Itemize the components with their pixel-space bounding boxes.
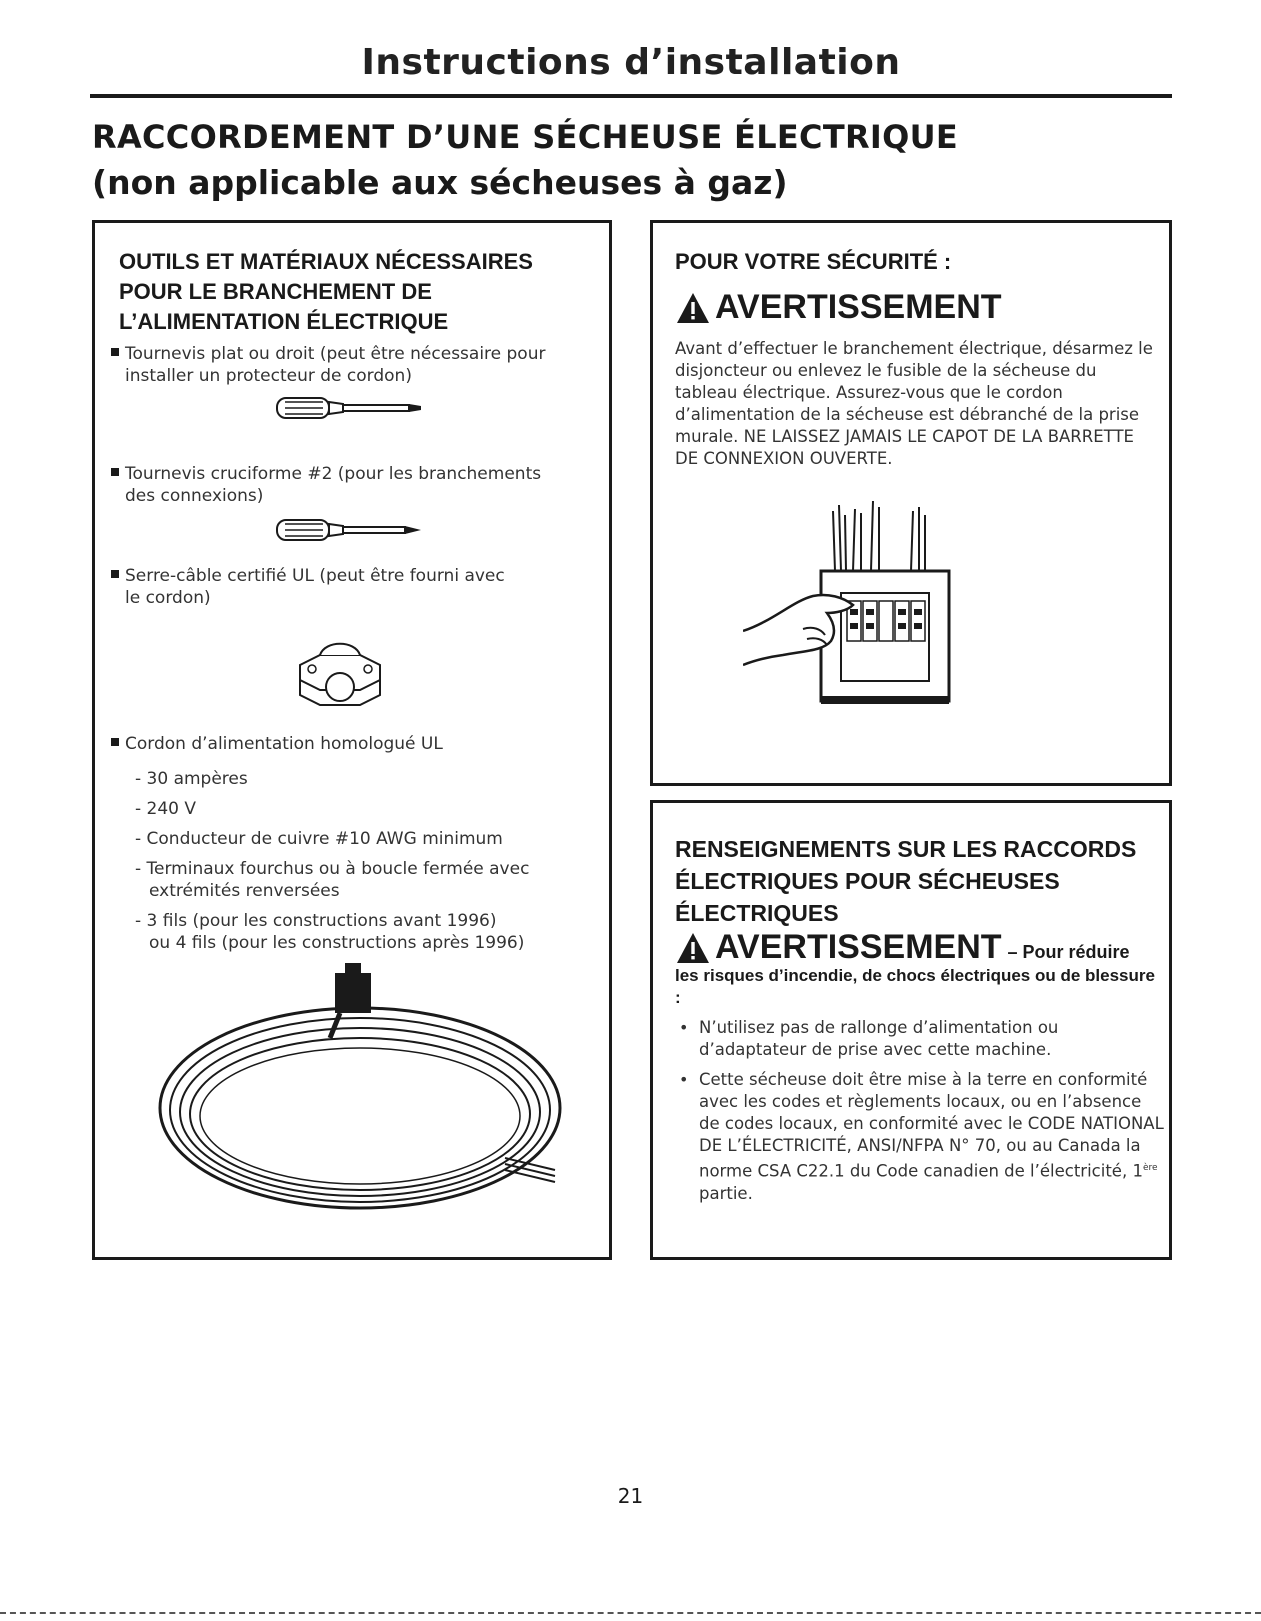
list-item-phillips-screwdriver: Tournevis cruciforme #2 (pour les branchements des connexions) bbox=[111, 463, 591, 507]
list-item: • Cette sécheuse doit être mise à la terre en conformité avec les codes et règlements locaux, ou en l’absence de codes locaux, en conformité avec le CODE NATIONAL DE L’ÉLECTRICITÉ, ANSI/NFPA N° 70, ou au Canada la norme CSA C22.1 du Code canadien de l’électricité, 1ère partie. bbox=[679, 1070, 1164, 1203]
list-item: • N’utilisez pas de rallonge d’alimentation ou d’adaptateur de prise avec cette machine. bbox=[679, 1018, 1059, 1059]
cord-spec-item: - 3 fils (pour les constructions avant 1996) ou 4 fils (pour les constructions après 1996) bbox=[135, 911, 525, 953]
safety-paragraph: Avant d’effectuer le branchement électrique, désarmez le disjoncteur ou enlevez le fusible de la sécheuse du tableau électrique. Assurez-vous que le cordon d’alimentation de la sécheuse est débranché de la prise murale. NE LAISSEZ JAMAIS LE CAPOT DE LA BARRETTE DE CONNEXION OUVERTE. bbox=[675, 339, 1153, 468]
safety-box-title: POUR VOTRE SÉCURITÉ : bbox=[675, 249, 952, 274]
main-title-line1: RACCORDEMENT D’UNE SÉCHEUSE ÉLECTRIQUE bbox=[92, 118, 959, 156]
warning-triangle-icon bbox=[675, 291, 711, 325]
square-bullet-icon bbox=[111, 468, 119, 476]
warning-triangle-icon bbox=[675, 931, 711, 965]
cord-spec-item: - Terminaux fourchus ou à boucle fermée avec extrémités renversées bbox=[135, 859, 530, 901]
safety-warning-heading: AVERTISSEMENT bbox=[675, 288, 1002, 327]
list-item-strain-relief: Serre-câble certifié UL (peut être fourni avec le cordon) bbox=[111, 565, 591, 609]
bottom-dashed-rule bbox=[0, 1612, 1261, 1614]
page-number: 21 bbox=[617, 1484, 644, 1508]
breaker-panel-icon bbox=[743, 501, 1053, 731]
cord-spec-item: - 240 V bbox=[135, 799, 197, 819]
phillips-screwdriver-icon bbox=[275, 515, 425, 545]
main-title bbox=[92, 114, 1172, 206]
info-warning-subtext: les risques d’incendie, de chocs électriques ou de blessure : bbox=[675, 966, 1155, 1007]
safety-box bbox=[650, 220, 1172, 786]
header-rule bbox=[90, 94, 1172, 98]
square-bullet-icon bbox=[111, 738, 119, 746]
page-header: Instructions d’installation bbox=[361, 42, 901, 83]
tools-box bbox=[92, 220, 612, 1260]
electrical-info-box bbox=[650, 800, 1172, 1260]
tools-box-title: OUTILS ET MATÉRIAUX NÉCESSAIRES POUR LE BRANCHEMENT DE L’ALIMENTATION ÉLECTRIQUE bbox=[119, 249, 533, 334]
power-cord-icon bbox=[145, 958, 575, 1218]
list-item-flat-screwdriver: Tournevis plat ou droit (peut être nécessaire pour installer un protecteur de cordon) bbox=[111, 343, 591, 387]
info-box-title: RENSEIGNEMENTS SUR LES RACCORDS ÉLECTRIQUES POUR SÉCHEUSES ÉLECTRIQUES bbox=[675, 836, 1137, 926]
cord-spec-item: - 30 ampères bbox=[135, 769, 248, 789]
square-bullet-icon bbox=[111, 348, 119, 356]
cord-spec-item: - Conducteur de cuivre #10 AWG minimum bbox=[135, 829, 503, 849]
bullet-dot-icon: • bbox=[679, 1070, 689, 1089]
info-bullet-list bbox=[675, 1017, 1165, 1213]
list-item-power-cord: Cordon d’alimentation homologué UL bbox=[111, 733, 591, 755]
strain-relief-clamp-icon bbox=[290, 635, 390, 715]
cord-specs-list bbox=[135, 768, 595, 962]
main-title-line2: (non applicable aux sécheuses à gaz) bbox=[92, 163, 788, 202]
square-bullet-icon bbox=[111, 570, 119, 578]
info-warning-heading: AVERTISSEMENT – Pour réduire bbox=[675, 929, 1165, 965]
bullet-dot-icon: • bbox=[679, 1018, 689, 1037]
flat-screwdriver-icon bbox=[275, 393, 425, 423]
